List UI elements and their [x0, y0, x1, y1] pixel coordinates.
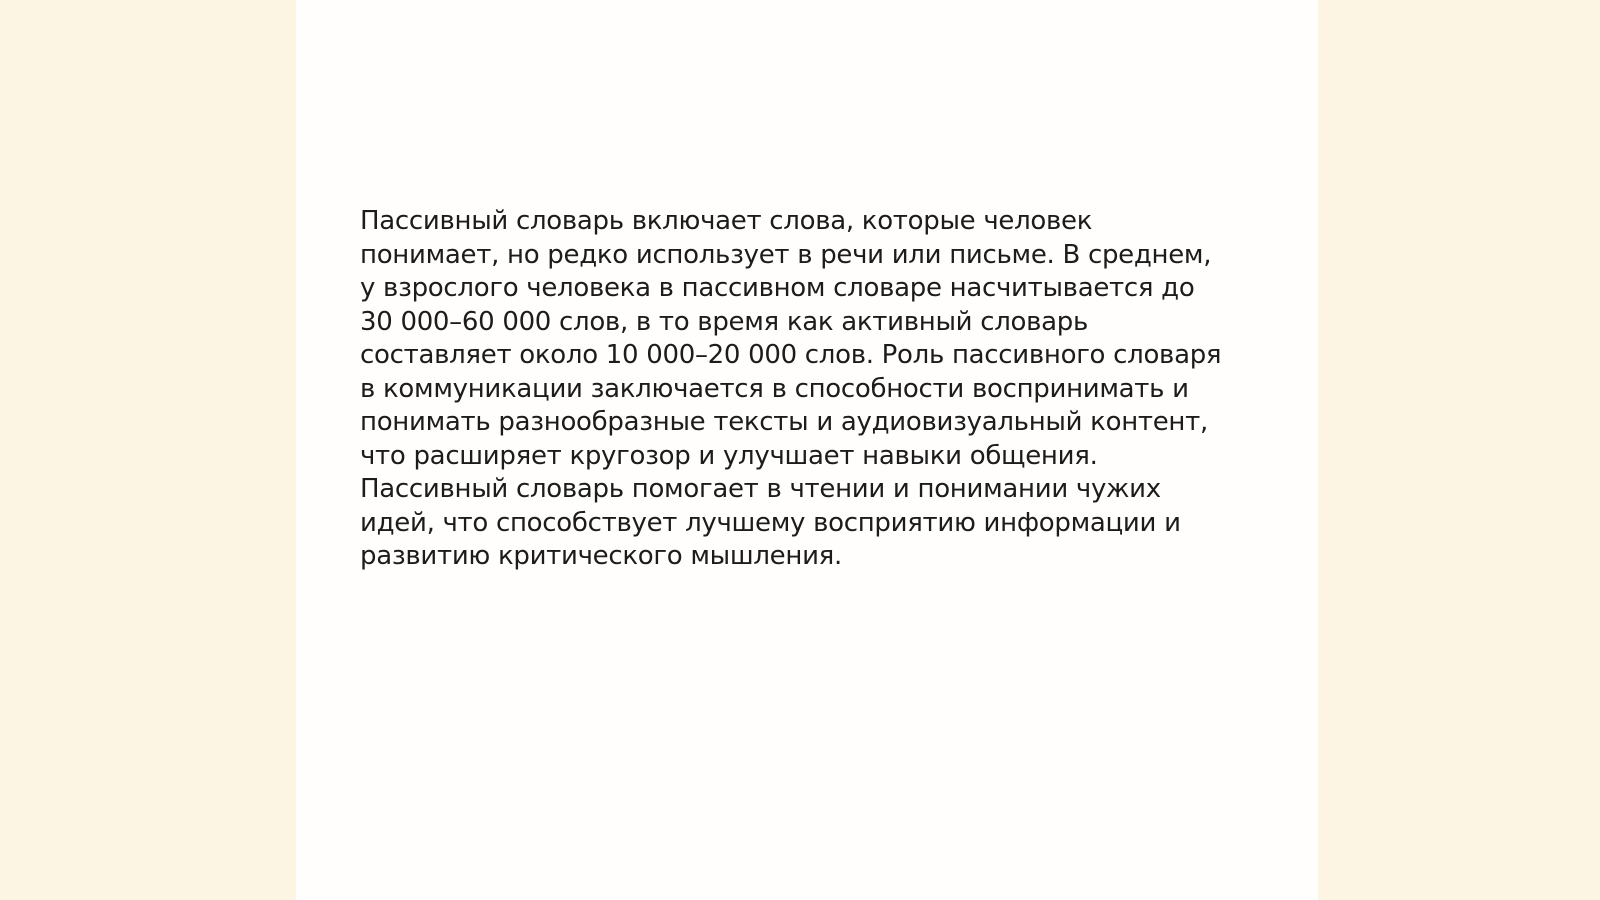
left-margin-area: [0, 0, 296, 900]
paragraph-line: в коммуникации заключается в способности воспринимать и: [360, 373, 1189, 404]
paragraph-line: 30 000–60 000 слов, в то время как активный словарь: [360, 306, 1089, 337]
paragraph-line: понимать разнообразные тексты и аудиовизуальный контент,: [360, 407, 1208, 437]
right-margin-area: [1318, 0, 1600, 900]
paragraph-line: идей, что способствует лучшему восприятию информации и: [360, 507, 1181, 538]
paragraph-line: составляет около 10 000–20 000 слов. Роль пассивного словаря: [360, 340, 1222, 370]
paragraph-line: что расширяет кругозор и улучшает навыки общения.: [360, 440, 1098, 471]
paragraph-line: Пассивный словарь помогает в чтении и понимании чужих: [360, 474, 1161, 504]
body-paragraph: [360, 205, 1240, 574]
paragraph-line: Пассивный словарь включает слова, которые человек: [360, 206, 1093, 236]
paragraph-line: у взрослого человека в пассивном словаре насчитывается до: [360, 273, 1195, 303]
paragraph-line: понимает, но редко использует в речи или письме. В среднем,: [360, 239, 1212, 270]
paragraph-line: развитию критического мышления.: [360, 541, 842, 571]
slide-page: [296, 0, 1318, 900]
